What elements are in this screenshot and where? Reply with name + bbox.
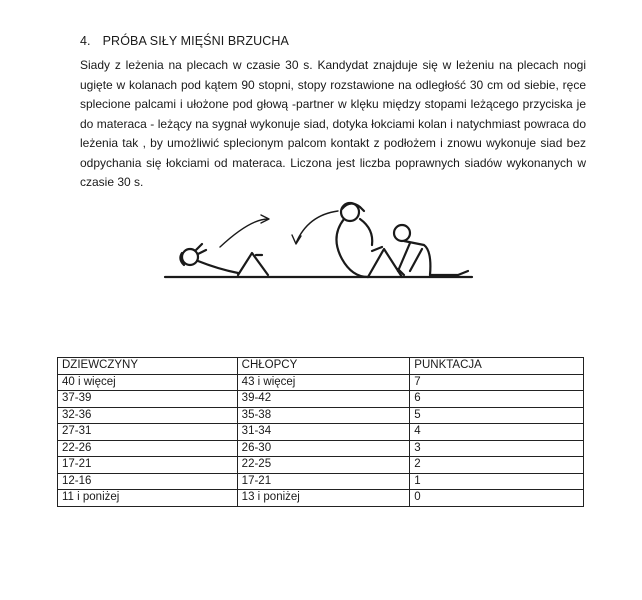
header-points: PUNKTACJA <box>410 358 584 375</box>
section-title: PRÓBA SIŁY MIĘŚNI BRZUCHA <box>102 34 289 48</box>
cell-boys: 31-34 <box>237 424 410 441</box>
section-number: 4. <box>80 34 91 48</box>
arrow-up-icon <box>220 215 269 247</box>
cell-boys: 26-30 <box>237 440 410 457</box>
cell-girls: 27-31 <box>58 424 238 441</box>
cell-girls: 22-26 <box>58 440 238 457</box>
cell-girls: 32-36 <box>58 407 238 424</box>
sitting-figure <box>336 203 402 277</box>
kneeling-partner-figure <box>394 225 468 275</box>
cell-boys: 43 i więcej <box>237 374 410 391</box>
cell-points: 4 <box>410 424 584 441</box>
cell-boys: 13 i poniżej <box>237 490 410 507</box>
header-girls: DZIEWCZYNY <box>58 358 238 375</box>
scoring-table <box>57 357 584 507</box>
cell-girls: 17-21 <box>58 457 238 474</box>
cell-points: 3 <box>410 440 584 457</box>
cell-points: 1 <box>410 473 584 490</box>
table-row <box>58 457 584 474</box>
table-header-row <box>58 358 584 375</box>
cell-points: 2 <box>410 457 584 474</box>
table-row <box>58 374 584 391</box>
table-row <box>58 490 584 507</box>
test-description: Siady z leżenia na plecach w czasie 30 s. Kandydat znajduje się w leżeniu na plecach nogi ugięte w kolanach pod kątem 90 stopni, stopy rozstawione na odległość 30 cm od siebie, ręce splecione palcami i ułożone pod głową -partner w klęku między stopami leżącego przyciska je do materaca - leżący na sygnał wykonuje siad, dotyka łokciami kolan i natychmiast powraca do leżenia tak , by umożliwić splecionym palcom kontakt z podłożem i znowu wykonuje siad bez odpychania się łokciami od materaca. Liczona jest liczba poprawnych siadów wykonanych w czasie 30 s. <box>80 58 586 189</box>
cell-boys: 17-21 <box>237 473 410 490</box>
header-boys: CHŁOPCY <box>237 358 410 375</box>
lying-figure <box>180 244 268 275</box>
sit-up-exercise-illustration <box>160 195 480 285</box>
cell-boys: 39-42 <box>237 391 410 408</box>
section-heading <box>80 34 289 48</box>
cell-girls: 40 i więcej <box>58 374 238 391</box>
arrow-down-icon <box>292 211 338 244</box>
table-row <box>58 440 584 457</box>
cell-points: 7 <box>410 374 584 391</box>
cell-boys: 22-25 <box>237 457 410 474</box>
cell-points: 5 <box>410 407 584 424</box>
table-row <box>58 424 584 441</box>
cell-points: 6 <box>410 391 584 408</box>
cell-girls: 11 i poniżej <box>58 490 238 507</box>
cell-points: 0 <box>410 490 584 507</box>
cell-girls: 12-16 <box>58 473 238 490</box>
table-row <box>58 473 584 490</box>
table-row <box>58 391 584 408</box>
table-row <box>58 407 584 424</box>
cell-girls: 37-39 <box>58 391 238 408</box>
cell-boys: 35-38 <box>237 407 410 424</box>
